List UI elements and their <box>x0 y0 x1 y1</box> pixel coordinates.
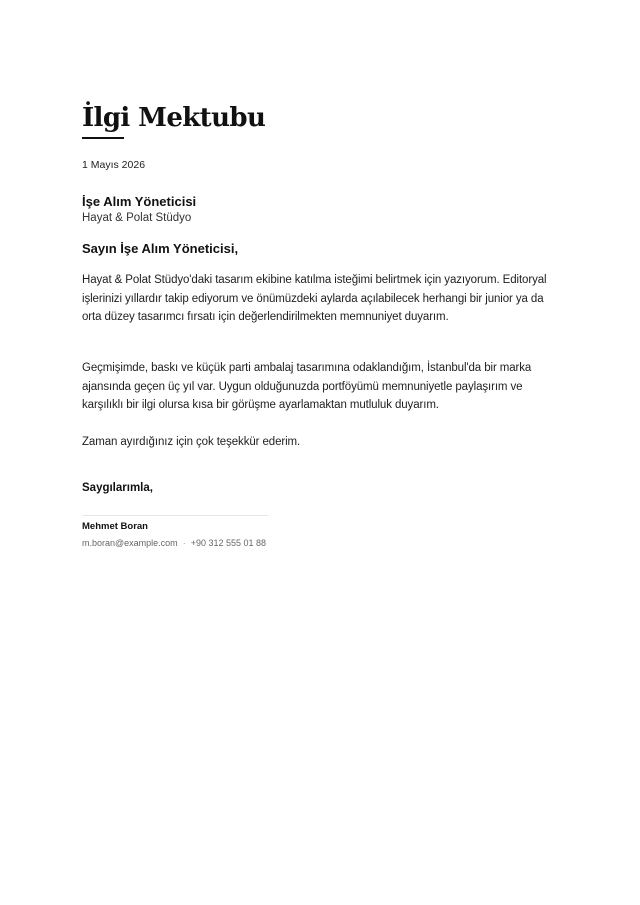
page-title: İlgi Mektubu <box>82 103 266 133</box>
contact-separator: · <box>182 538 186 548</box>
signature-email[interactable]: m.boran@example.com <box>82 538 178 548</box>
closing: Saygılarımla, <box>82 482 153 494</box>
signature-contact <box>82 536 266 550</box>
signature-phone[interactable]: +90 312 555 01 88 <box>190 538 267 548</box>
body-paragraph-3: Zaman ayırdığınız için çok teşekkür ederim. <box>82 436 301 448</box>
signature-divider <box>82 515 268 516</box>
letter-date: 1 Mayıs 2026 <box>82 159 146 171</box>
salutation: Sayın İşe Alım Yöneticisi, <box>82 241 239 256</box>
signature-name: Mehmet Boran <box>82 521 148 532</box>
title-underline <box>82 137 124 139</box>
recipient-company: Hayat & Polat Stüdyo <box>82 212 192 224</box>
recipient-title: İşe Alım Yöneticisi <box>82 194 197 209</box>
body-paragraph-2: Geçmişimde, baskı ve küçük parti ambalaj tasarımına odaklandığım, İstanbul'da bir marka ajansında geçen üç yıl var. Uygun olduğunuzda portföyümü memnuniyetle paylaşırım ve karşılıklı bir ilgi olursa kısa bir görüşme ayarlamaktan mutluluk duyarım. <box>82 362 532 411</box>
body-paragraph-1: Hayat & Polat Stüdyo'daki tasarım ekibine katılma isteğimi belirtmek için yazıyorum. Editoryal işlerinizi yıllardır takip ediyorum ve önümüzdeki aylarda açılabilecek herhangi bir junior ya da orta düzey tasarımcı fırsatı için değerlendirilmekten memnuniyet duyarım. <box>82 274 547 323</box>
